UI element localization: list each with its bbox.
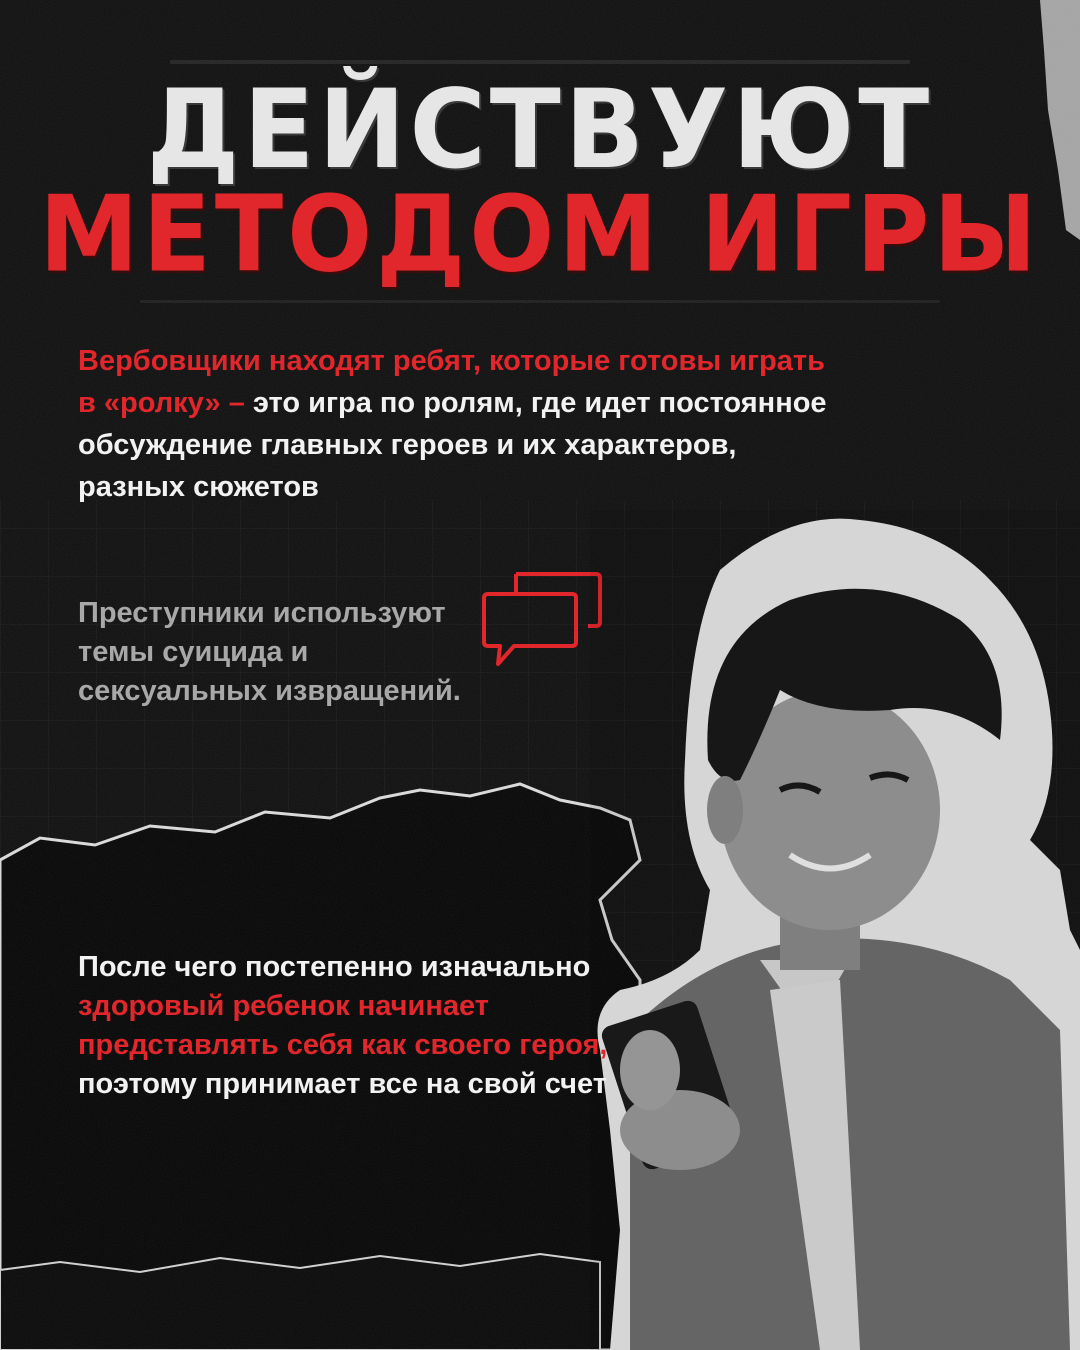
paragraph-consequence-highlight: здоровый ребенок начинает представлять себя как своего героя, (78, 990, 608, 1061)
paragraph-recruiters (78, 340, 838, 508)
paragraph-criminals: Преступники используют темы суицида и сексуальных извращений. (78, 597, 461, 707)
paragraph-consequence-end: поэтому принимает все на свой счет (78, 1068, 607, 1100)
paragraph-consequence-start: После чего постепенно изначально (78, 951, 591, 983)
chat-bubbles-icon (480, 566, 604, 670)
boy-with-phone-photo (590, 510, 1080, 1350)
title-line-2: МЕТОДОМ ИГРЫ (39, 173, 1041, 296)
paragraph-recruiters-body: это игра по ролям, где идет постоянное обсуждение главных героев и их характеров, разных сюжетов (78, 387, 827, 503)
paragraph-recruiters-highlight: Вербовщики находят ребят, которые готовы играть в «ролку» – (78, 345, 825, 419)
title-line-1: ДЕЙСТВУЮТ (146, 64, 934, 194)
paragraph-consequence (78, 948, 618, 1104)
